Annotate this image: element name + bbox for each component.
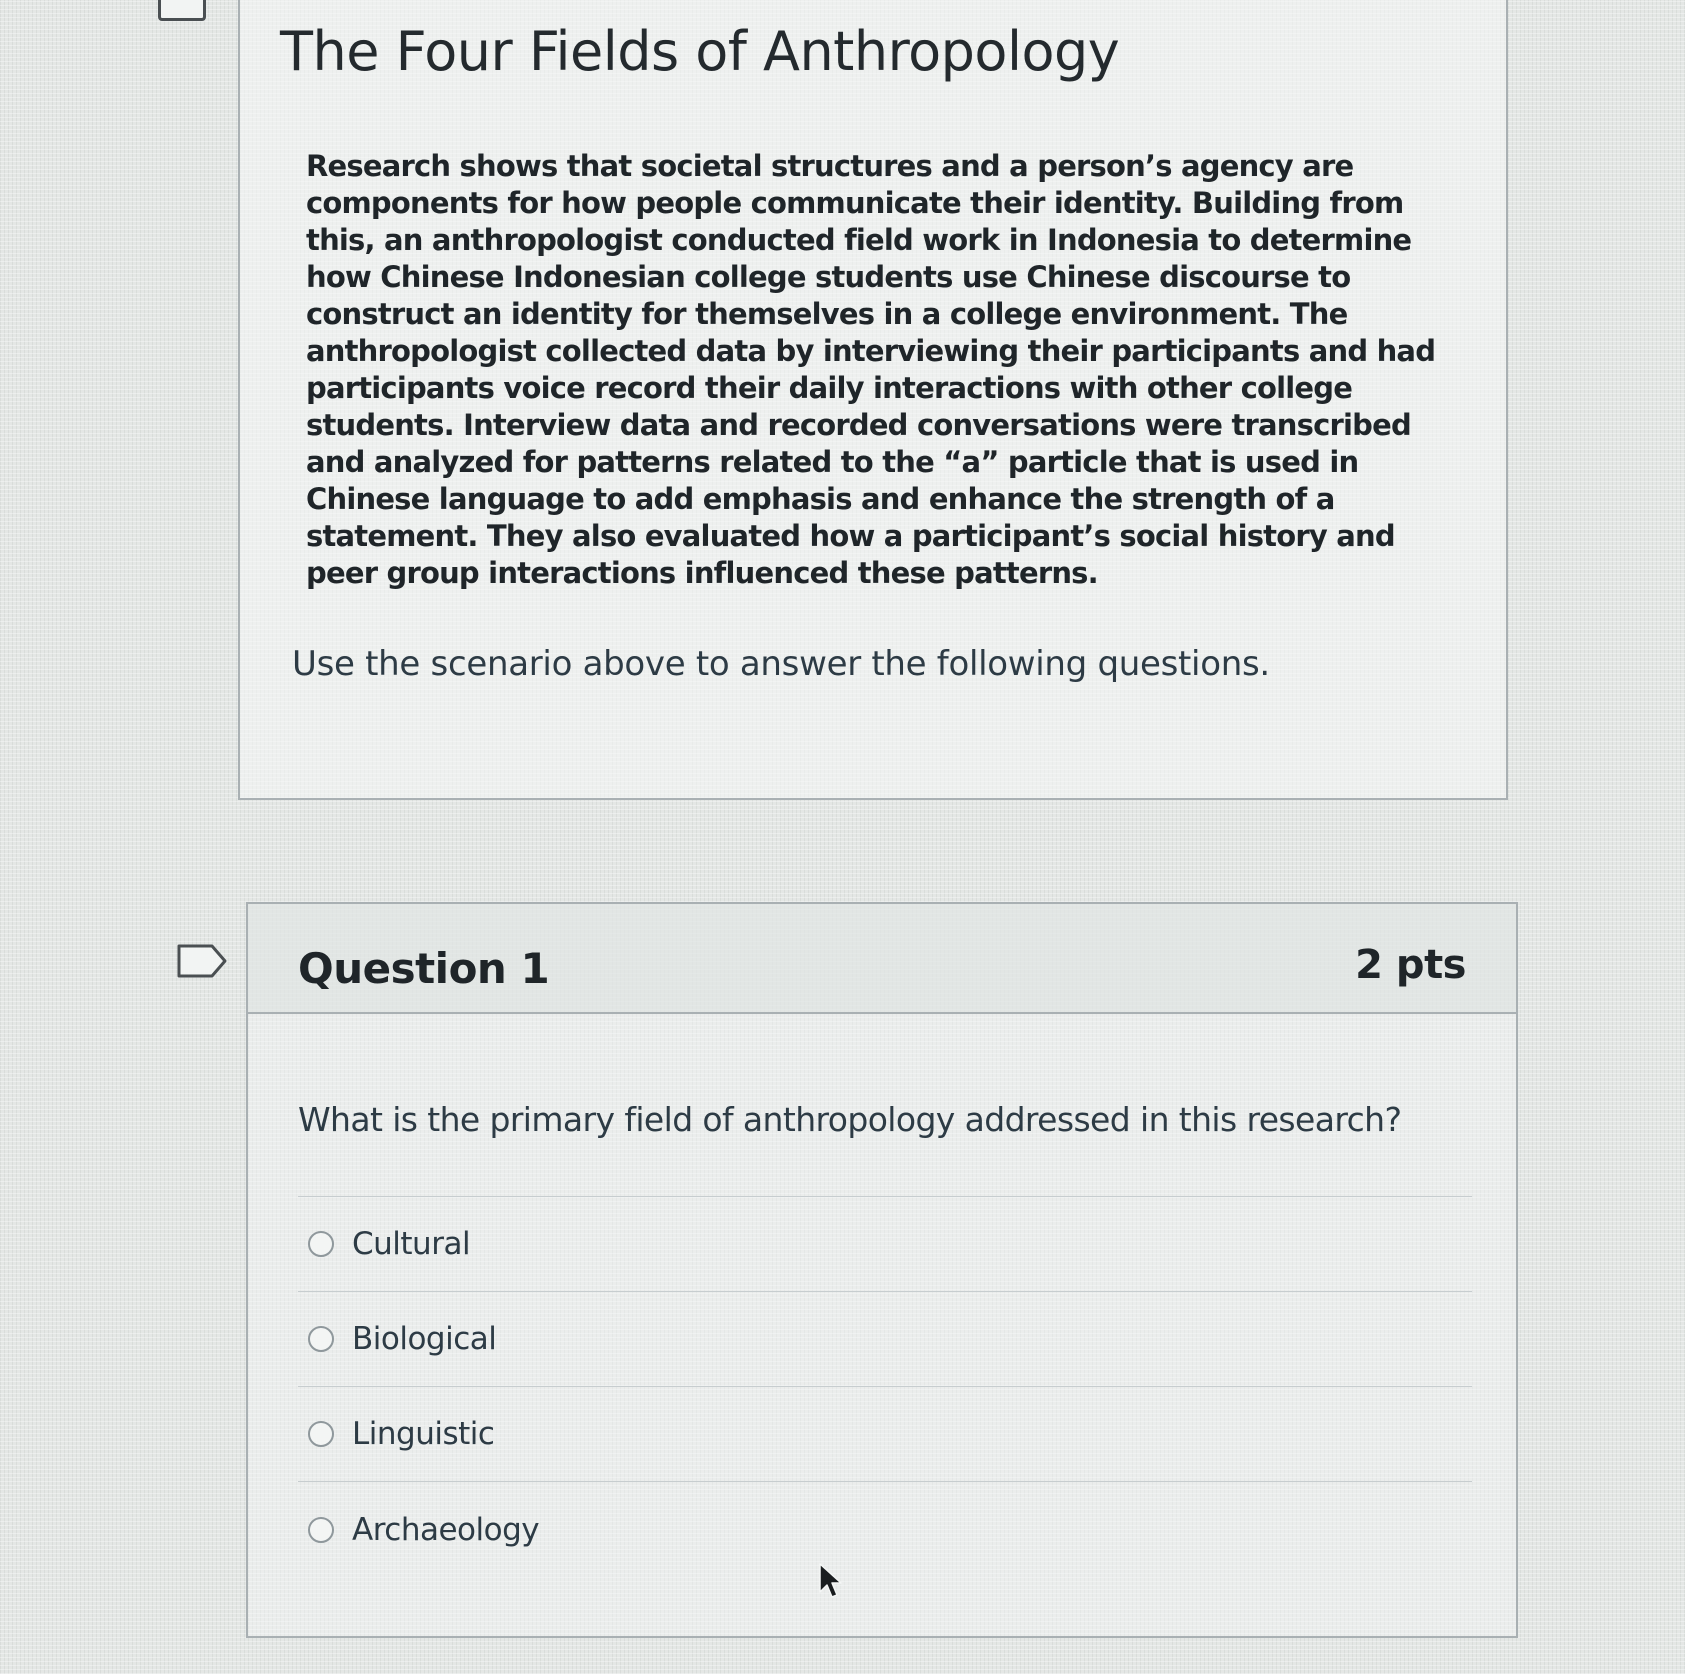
radio-button-cultural[interactable] [308, 1231, 334, 1257]
question-header [248, 904, 1516, 1014]
passage-panel [238, 0, 1508, 800]
answer-option-biological[interactable] [298, 1292, 1472, 1387]
answer-list [298, 1196, 1472, 1577]
passage-flag-icon[interactable] [158, 0, 206, 21]
answer-option-linguistic[interactable] [298, 1387, 1472, 1482]
passage-instruction: Use the scenario above to answer the following questions. [292, 644, 1270, 684]
answer-option-archaeology[interactable] [298, 1482, 1472, 1577]
radio-button-biological[interactable] [308, 1326, 334, 1352]
mouse-pointer-icon [818, 1562, 842, 1600]
question-card [246, 902, 1518, 1638]
answer-label[interactable]: Cultural [352, 1226, 471, 1262]
passage-body: Research shows that societal structures and a person’s agency are components for how people communicate their identity. Building from this, an anthropologist conducted field work in Indonesia to determine how Chinese Indonesian college students use Chinese discourse to construct an identity for themselves in a college environment. The anthropologist collected data by interviewing their participants and had participants voice record their daily interactions with other college students. Interview data and recorded conversations were transcribed and analyzed for patterns related to the “a” particle that is used in Chinese language to add emphasis and enhance the strength of a statement. They also evaluated how a participant’s social history and peer group interactions influenced these patterns. [306, 149, 1436, 590]
answer-label[interactable]: Linguistic [352, 1416, 495, 1452]
answer-label[interactable]: Biological [352, 1321, 497, 1357]
question-points: 2 pts [1355, 942, 1466, 988]
radio-button-linguistic[interactable] [308, 1421, 334, 1447]
radio-button-archaeology[interactable] [308, 1517, 334, 1543]
answer-label[interactable]: Archaeology [352, 1511, 540, 1548]
question-number: Question 1 [298, 944, 550, 993]
answer-option-cultural[interactable] [298, 1197, 1472, 1292]
question-text: What is the primary field of anthropology addressed in this research? [298, 1100, 1402, 1139]
passage-title: The Four Fields of Anthropology [280, 20, 1120, 83]
bookmark-flag-icon[interactable] [176, 943, 228, 979]
